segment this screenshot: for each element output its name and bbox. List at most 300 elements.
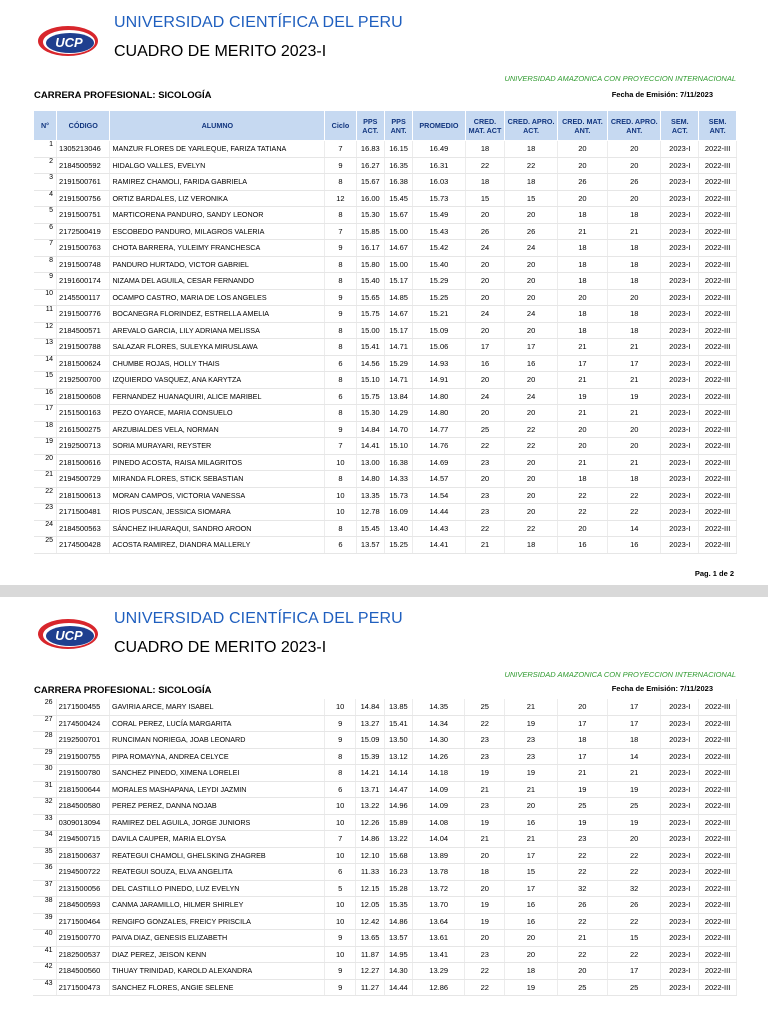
pps-act: 16.00 <box>356 190 384 207</box>
cred-apro-act: 16 <box>505 913 557 930</box>
sem-ant: 2022-III <box>699 240 737 257</box>
cred-apro-act: 20 <box>505 322 557 339</box>
pps-act: 13.71 <box>356 781 384 798</box>
cred-apro-act: 20 <box>505 405 557 422</box>
cred-mat-ant: 21 <box>557 765 607 782</box>
table-row <box>34 256 737 273</box>
student-name: PEREZ PEREZ, DANNA NOJAB <box>110 798 325 815</box>
pps-ant: 16.35 <box>384 157 412 174</box>
sem-act: 2023-I <box>661 372 699 389</box>
cred-apro-ant: 19 <box>607 781 660 798</box>
row-number: 2 <box>34 157 57 174</box>
average: 14.41 <box>413 537 465 554</box>
cred-mat-act: 20 <box>465 405 505 422</box>
cred-apro-act: 20 <box>505 798 557 815</box>
student-name: DAVILA CAUPER, MARIA ELOYSA <box>110 831 325 848</box>
cred-apro-ant: 14 <box>607 748 660 765</box>
average: 14.77 <box>413 421 465 438</box>
cred-apro-act: 18 <box>505 963 557 980</box>
student-name: HIDALGO VALLES, EVELYN <box>110 157 325 174</box>
cred-apro-ant: 20 <box>608 190 661 207</box>
cred-mat-act: 24 <box>465 240 505 257</box>
pps-act: 12.15 <box>356 880 384 897</box>
table-row <box>34 339 737 356</box>
student-code: 2191500751 <box>57 207 110 224</box>
sem-ant: 2022-III <box>699 388 737 405</box>
pps-act: 16.17 <box>356 240 384 257</box>
average: 13.89 <box>412 847 464 864</box>
cred-mat-ant: 21 <box>557 372 607 389</box>
pps-act: 13.27 <box>356 715 384 732</box>
table-row <box>34 141 737 158</box>
cycle: 9 <box>324 979 355 996</box>
sem-ant: 2022-III <box>699 864 737 881</box>
sem-ant: 2022-III <box>699 798 737 815</box>
row-number: 36 <box>33 864 56 881</box>
student-code: 2191500763 <box>57 240 110 257</box>
cycle: 6 <box>324 864 355 881</box>
pps-ant: 14.67 <box>384 306 412 323</box>
cycle: 12 <box>325 190 356 207</box>
average: 16.31 <box>413 157 465 174</box>
table-row <box>34 438 737 455</box>
sem-act: 2023-I <box>661 979 699 996</box>
sem-ant: 2022-III <box>699 487 737 504</box>
table-row <box>34 405 737 422</box>
cycle: 10 <box>324 814 355 831</box>
col-header-codigo: CÓDIGO <box>57 111 110 141</box>
student-name: MIRANDA FLORES, STICK SEBASTIAN <box>110 471 325 488</box>
row-number: 43 <box>33 979 56 996</box>
cred-mat-act: 26 <box>465 223 505 240</box>
table-row <box>34 322 737 339</box>
cycle: 8 <box>325 273 356 290</box>
pps-ant: 15.68 <box>384 847 412 864</box>
cred-mat-ant: 22 <box>557 847 607 864</box>
sem-ant: 2022-III <box>699 454 737 471</box>
student-code: 2151500163 <box>57 405 110 422</box>
pps-ant: 13.40 <box>384 520 412 537</box>
row-number: 13 <box>34 339 57 356</box>
cred-apro-act: 20 <box>505 471 557 488</box>
pps-act: 16.83 <box>356 141 384 158</box>
average: 14.69 <box>413 454 465 471</box>
col-header-cred-apro-act: CRED. APRO. ACT. <box>505 111 557 141</box>
student-code: 2194500729 <box>57 471 110 488</box>
cred-mat-ant: 25 <box>557 979 607 996</box>
pps-ant: 16.38 <box>384 454 412 471</box>
student-code: 2194500722 <box>56 864 109 881</box>
cred-apro-ant: 18 <box>608 471 661 488</box>
sem-ant: 2022-III <box>699 897 737 914</box>
table-row <box>34 504 737 521</box>
sem-ant: 2022-III <box>699 322 737 339</box>
cred-apro-act: 22 <box>505 438 557 455</box>
student-name: CHOTA BARRERA, YULEIMY FRANCHESCA <box>110 240 325 257</box>
cred-mat-act: 22 <box>465 963 505 980</box>
cred-apro-act: 17 <box>505 847 557 864</box>
table-row <box>34 157 737 174</box>
row-number: 21 <box>34 471 57 488</box>
cred-mat-act: 20 <box>465 372 505 389</box>
row-number: 1 <box>34 141 57 158</box>
student-code: 2192500713 <box>57 438 110 455</box>
table-row <box>34 240 737 257</box>
average: 14.43 <box>413 520 465 537</box>
cred-apro-act: 20 <box>505 946 557 963</box>
sem-act: 2023-I <box>661 781 699 798</box>
sem-ant: 2022-III <box>699 438 737 455</box>
pps-act: 14.84 <box>356 699 384 715</box>
cred-apro-ant: 20 <box>607 831 660 848</box>
student-name: ARZUBIALDES VELA, NORMAN <box>110 421 325 438</box>
cred-apro-act: 20 <box>505 256 557 273</box>
col-header-ciclo: Ciclo <box>325 111 356 141</box>
sem-ant: 2022-III <box>699 946 737 963</box>
row-number: 19 <box>34 438 57 455</box>
cred-apro-act: 20 <box>505 273 557 290</box>
student-name: SÁNCHEZ IHUARAQUI, SANDRO AROON <box>110 520 325 537</box>
pps-act: 15.67 <box>356 174 384 191</box>
cycle: 10 <box>325 487 356 504</box>
pps-act: 12.42 <box>356 913 384 930</box>
student-code: 2174500428 <box>57 537 110 554</box>
student-name: ESCOBEDO PANDURO, MILAGROS VALERIA <box>110 223 325 240</box>
cred-mat-act: 23 <box>465 946 505 963</box>
cred-apro-act: 20 <box>505 504 557 521</box>
cred-apro-act: 21 <box>505 699 557 715</box>
sem-ant: 2022-III <box>699 372 737 389</box>
table-row <box>33 897 737 914</box>
cred-mat-ant: 17 <box>557 748 607 765</box>
row-number: 30 <box>33 765 56 782</box>
student-code: 2184500580 <box>56 798 109 815</box>
cycle: 8 <box>325 207 356 224</box>
cred-mat-ant: 19 <box>557 781 607 798</box>
average: 14.44 <box>413 504 465 521</box>
cred-apro-act: 15 <box>505 864 557 881</box>
student-code: 2182500537 <box>56 946 109 963</box>
cred-apro-ant: 17 <box>607 963 660 980</box>
cred-apro-ant: 22 <box>608 487 661 504</box>
pps-ant: 14.33 <box>384 471 412 488</box>
cred-mat-act: 22 <box>465 979 505 996</box>
table-row <box>34 289 737 306</box>
cred-mat-act: 20 <box>465 273 505 290</box>
sem-act: 2023-I <box>661 930 699 947</box>
average: 12.86 <box>412 979 464 996</box>
cred-apro-ant: 17 <box>607 715 660 732</box>
cycle: 9 <box>324 963 355 980</box>
cred-apro-act: 22 <box>505 421 557 438</box>
cred-mat-ant: 20 <box>557 421 607 438</box>
row-number: 32 <box>33 798 56 815</box>
pps-ant: 13.57 <box>384 930 412 947</box>
row-number: 28 <box>33 732 56 749</box>
cred-apro-ant: 20 <box>608 289 661 306</box>
sem-ant: 2022-III <box>699 355 737 372</box>
row-number: 31 <box>33 781 56 798</box>
sem-ant: 2022-III <box>699 930 737 947</box>
student-name: BOCANEGRA FLORINDEZ, ESTRELLA AMELIA <box>110 306 325 323</box>
pps-ant: 14.71 <box>384 339 412 356</box>
sem-act: 2023-I <box>661 897 699 914</box>
cycle: 7 <box>324 831 355 848</box>
student-code: 2172500419 <box>57 223 110 240</box>
cred-mat-ant: 18 <box>557 732 607 749</box>
average: 14.09 <box>412 781 464 798</box>
cred-mat-ant: 20 <box>557 289 607 306</box>
cred-mat-ant: 22 <box>557 913 607 930</box>
sem-ant: 2022-III <box>699 913 737 930</box>
average: 13.70 <box>412 897 464 914</box>
cred-mat-ant: 18 <box>557 306 607 323</box>
cred-mat-ant: 25 <box>557 798 607 815</box>
sem-act: 2023-I <box>661 831 699 848</box>
table-row <box>34 487 737 504</box>
pps-ant: 14.14 <box>384 765 412 782</box>
cred-mat-ant: 22 <box>557 946 607 963</box>
table-header-row <box>34 111 737 141</box>
student-name: SANCHEZ PINEDO, XIMENA LORELEI <box>110 765 325 782</box>
student-code: 2191500780 <box>56 765 109 782</box>
row-number: 16 <box>34 388 57 405</box>
pps-act: 12.26 <box>356 814 384 831</box>
cred-apro-ant: 19 <box>607 814 660 831</box>
emission-date: Fecha de Emisión: 7/11/2023 <box>611 90 713 99</box>
cred-apro-ant: 18 <box>608 273 661 290</box>
cred-mat-ant: 26 <box>557 174 607 191</box>
row-number: 5 <box>34 207 57 224</box>
cred-apro-ant: 21 <box>608 372 661 389</box>
cred-apro-ant: 19 <box>608 388 661 405</box>
student-name: PAIVA DIAZ, GENESIS ELIZABETH <box>110 930 325 947</box>
sem-act: 2023-I <box>661 520 699 537</box>
pps-act: 14.80 <box>356 471 384 488</box>
university-name: UNIVERSIDAD CIENTÍFICA DEL PERU <box>114 610 403 627</box>
row-number: 23 <box>34 504 57 521</box>
pps-ant: 15.25 <box>384 537 412 554</box>
cred-apro-ant: 18 <box>607 732 660 749</box>
cred-apro-ant: 21 <box>608 339 661 356</box>
average: 13.72 <box>412 880 464 897</box>
sem-ant: 2022-III <box>699 256 737 273</box>
cred-apro-ant: 22 <box>608 504 661 521</box>
student-code: 2191500776 <box>57 306 110 323</box>
student-name: REATEGUI CHAMOLI, GHELSKING ZHAGREB <box>110 847 325 864</box>
cred-apro-ant: 26 <box>608 174 661 191</box>
student-name: DEL CASTILLO PINEDO, LUZ EVELYN <box>110 880 325 897</box>
sem-act: 2023-I <box>661 339 699 356</box>
pps-act: 12.10 <box>356 847 384 864</box>
student-code: 2181500608 <box>57 388 110 405</box>
pps-ant: 15.17 <box>384 322 412 339</box>
sem-act: 2023-I <box>661 963 699 980</box>
student-code: 2161500275 <box>57 421 110 438</box>
student-name: SORIA MURAYARI, REYSTER <box>110 438 325 455</box>
sem-act: 2023-I <box>661 814 699 831</box>
pps-ant: 14.29 <box>384 405 412 422</box>
table-row <box>33 732 737 749</box>
cycle: 9 <box>325 421 356 438</box>
row-number: 27 <box>33 715 56 732</box>
row-number: 6 <box>34 223 57 240</box>
cred-mat-act: 23 <box>465 748 505 765</box>
cred-apro-act: 16 <box>505 814 557 831</box>
table-row <box>33 781 737 798</box>
table-row <box>34 223 737 240</box>
cred-mat-ant: 19 <box>557 814 607 831</box>
student-name: MARTICORENA PANDURO, SANDY LEONOR <box>110 207 325 224</box>
student-name: SANCHEZ FLORES, ANGIE SELENE <box>110 979 325 996</box>
pps-ant: 14.71 <box>384 372 412 389</box>
pps-act: 16.27 <box>356 157 384 174</box>
student-name: NIZAMA DEL AGUILA, CESAR FERNANDO <box>110 273 325 290</box>
sem-act: 2023-I <box>661 471 699 488</box>
cred-mat-ant: 18 <box>557 471 607 488</box>
student-code: 2171500464 <box>56 913 109 930</box>
sem-ant: 2022-III <box>699 814 737 831</box>
col-header-pps-act: PPS ACT. <box>356 111 384 141</box>
student-code: 2181500637 <box>56 847 109 864</box>
cred-apro-ant: 21 <box>608 405 661 422</box>
pps-ant: 13.50 <box>384 732 412 749</box>
cred-mat-ant: 20 <box>557 520 607 537</box>
table-row <box>34 421 737 438</box>
cred-apro-act: 16 <box>505 897 557 914</box>
cycle: 6 <box>325 537 356 554</box>
student-name: PIPA ROMAYNA, ANDREA CELYCE <box>110 748 325 765</box>
pps-ant: 15.28 <box>384 880 412 897</box>
cred-apro-act: 21 <box>505 831 557 848</box>
pps-ant: 14.30 <box>384 963 412 980</box>
sem-ant: 2022-III <box>699 520 737 537</box>
col-header-cred-mat-act: CRED. MAT. ACT <box>465 111 505 141</box>
student-name: TIHUAY TRINIDAD, KAROLD ALEXANDRA <box>110 963 325 980</box>
cred-apro-act: 17 <box>505 339 557 356</box>
student-code: 2181500624 <box>57 355 110 372</box>
sem-act: 2023-I <box>661 748 699 765</box>
pps-act: 11.33 <box>356 864 384 881</box>
student-name: CANMA JARAMILLO, HILMER SHIRLEY <box>110 897 325 914</box>
average: 13.41 <box>412 946 464 963</box>
cred-mat-act: 16 <box>465 355 505 372</box>
student-code: 2184500563 <box>57 520 110 537</box>
average: 15.73 <box>413 190 465 207</box>
cycle: 9 <box>325 306 356 323</box>
pps-act: 15.75 <box>356 306 384 323</box>
student-code: 2181500613 <box>57 487 110 504</box>
student-code: 2184500593 <box>56 897 109 914</box>
sem-ant: 2022-III <box>699 405 737 422</box>
table-row <box>34 520 737 537</box>
cred-mat-ant: 16 <box>557 537 607 554</box>
student-code: 2181500644 <box>56 781 109 798</box>
cycle: 6 <box>325 355 356 372</box>
sem-act: 2023-I <box>661 438 699 455</box>
average: 13.64 <box>412 913 464 930</box>
pps-ant: 15.00 <box>384 223 412 240</box>
pps-act: 15.41 <box>356 339 384 356</box>
table-row <box>34 454 737 471</box>
sem-act: 2023-I <box>661 223 699 240</box>
cycle: 6 <box>324 781 355 798</box>
pps-act: 15.00 <box>356 322 384 339</box>
sem-ant: 2022-III <box>699 141 737 158</box>
document-title: CUADRO DE MERITO 2023-I <box>114 639 327 656</box>
pps-ant: 14.67 <box>384 240 412 257</box>
table-row <box>33 798 737 815</box>
sem-ant: 2022-III <box>699 421 737 438</box>
pps-act: 13.35 <box>356 487 384 504</box>
cred-mat-act: 18 <box>465 174 505 191</box>
cred-mat-act: 19 <box>465 765 505 782</box>
pps-act: 12.27 <box>356 963 384 980</box>
pps-ant: 13.12 <box>384 748 412 765</box>
cred-apro-act: 20 <box>505 207 557 224</box>
student-code: 2191500748 <box>57 256 110 273</box>
cred-mat-act: 19 <box>465 814 505 831</box>
cred-mat-ant: 20 <box>557 157 607 174</box>
student-name: RIOS PUSCAN, JESSICA SIOMARA <box>110 504 325 521</box>
pps-act: 15.09 <box>356 732 384 749</box>
sem-ant: 2022-III <box>699 781 737 798</box>
cred-apro-ant: 20 <box>608 421 661 438</box>
cred-mat-ant: 20 <box>557 699 607 715</box>
sem-act: 2023-I <box>661 798 699 815</box>
sem-act: 2023-I <box>661 141 699 158</box>
sem-act: 2023-I <box>661 913 699 930</box>
table-row <box>34 174 737 191</box>
row-number: 38 <box>33 897 56 914</box>
cred-apro-ant: 18 <box>608 207 661 224</box>
row-number: 22 <box>34 487 57 504</box>
average: 14.30 <box>412 732 464 749</box>
pps-ant: 13.22 <box>384 831 412 848</box>
pps-act: 12.05 <box>356 897 384 914</box>
student-name: FERNANDEZ HUANAQUIRI, ALICE MARIBEL <box>110 388 325 405</box>
sem-act: 2023-I <box>661 190 699 207</box>
cycle: 9 <box>325 289 356 306</box>
pps-ant: 15.17 <box>384 273 412 290</box>
average: 16.03 <box>413 174 465 191</box>
cred-mat-ant: 18 <box>557 207 607 224</box>
cred-mat-ant: 20 <box>557 438 607 455</box>
cred-apro-ant: 21 <box>608 454 661 471</box>
table-body-page-1 <box>34 141 737 554</box>
sem-ant: 2022-III <box>699 979 737 996</box>
cred-apro-ant: 22 <box>607 946 660 963</box>
logo-text: UCP <box>55 35 83 50</box>
student-code: 2181500616 <box>57 454 110 471</box>
cred-apro-act: 20 <box>505 372 557 389</box>
row-number: 39 <box>33 913 56 930</box>
cred-apro-act: 18 <box>505 174 557 191</box>
col-header-alumno: ALUMNO <box>110 111 325 141</box>
cred-apro-ant: 18 <box>608 256 661 273</box>
cred-apro-ant: 22 <box>607 847 660 864</box>
student-name: MANZUR FLORES DE YARLEQUE, FARIZA TATIANA <box>110 141 325 158</box>
row-number: 42 <box>33 963 56 980</box>
sem-act: 2023-I <box>661 405 699 422</box>
average: 14.93 <box>413 355 465 372</box>
career-label: CARRERA PROFESIONAL: SICOLOGÍA <box>34 685 212 696</box>
table-row <box>34 537 737 554</box>
pps-act: 11.87 <box>356 946 384 963</box>
row-number: 10 <box>34 289 57 306</box>
student-code: 2191500788 <box>57 339 110 356</box>
cred-mat-act: 23 <box>465 454 505 471</box>
